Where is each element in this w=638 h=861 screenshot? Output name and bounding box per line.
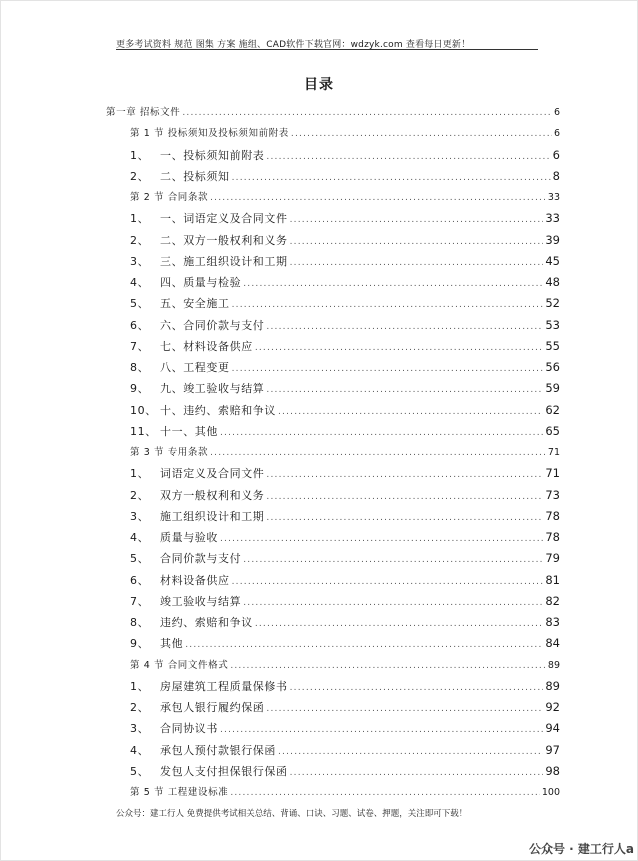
toc-page-number: 6 xyxy=(552,147,560,162)
toc-number: 10、 xyxy=(130,403,157,417)
toc-item[interactable] xyxy=(130,678,560,694)
toc-label xyxy=(130,232,288,248)
toc-page-number: 82 xyxy=(545,593,560,608)
toc-number: 3、 xyxy=(130,509,150,523)
toc-page-number: 83 xyxy=(545,615,560,629)
toc-item[interactable] xyxy=(130,253,560,269)
toc-number: 3、 xyxy=(130,254,150,268)
toc-page-number: 89 xyxy=(545,678,560,693)
watermark-text: 公众号 · 建工行人a xyxy=(528,842,634,856)
toc-number: 1、 xyxy=(130,467,150,481)
toc-item[interactable] xyxy=(130,338,560,354)
toc-label xyxy=(130,402,276,418)
toc-title: 一、投标须知前附表 xyxy=(160,148,265,162)
toc-title: 词语定义及合同文件 xyxy=(160,467,265,481)
toc-leader-dots xyxy=(220,534,543,544)
toc-label xyxy=(130,763,288,779)
toc-number: 6、 xyxy=(130,573,150,587)
toc-number: 4、 xyxy=(130,531,150,544)
toc-page-number: 39 xyxy=(545,232,560,247)
toc-item[interactable] xyxy=(130,274,560,290)
page-header: 更多考试资料 规范 图集 方案 施组、CAD软件下载官网：wdzyk.com 查看每日更新！ xyxy=(116,40,471,50)
toc-number: 9、 xyxy=(130,382,150,396)
toc-leader-dots xyxy=(255,619,544,629)
toc-label xyxy=(130,274,241,290)
toc-number: 5、 xyxy=(130,297,150,311)
toc-item[interactable] xyxy=(130,317,560,333)
toc-label xyxy=(130,529,218,545)
toc-leader-dots xyxy=(266,152,550,162)
toc-page-number: 78 xyxy=(545,530,560,544)
toc-page-number: 48 xyxy=(545,275,560,289)
toc-item[interactable] xyxy=(130,168,560,184)
toc-number: 2、 xyxy=(130,169,150,183)
toc-label xyxy=(130,742,276,758)
toc-title: 合同价款与支付 xyxy=(160,552,242,566)
toc-page-number: 71 xyxy=(547,447,560,458)
toc-number: 1、 xyxy=(130,679,150,693)
toc-item[interactable] xyxy=(130,635,560,651)
toc-leader-dots xyxy=(243,555,543,565)
toc-page-number: 6 xyxy=(553,107,560,118)
toc-page-number: 6 xyxy=(553,128,560,140)
toc-leader-dots xyxy=(232,577,544,587)
toc-label: 第 4 节 合同文件格式 xyxy=(130,659,229,671)
toc-number: 5、 xyxy=(130,552,150,566)
toc-number: 8、 xyxy=(130,616,150,629)
toc-section[interactable] xyxy=(130,657,560,673)
toc-label xyxy=(130,253,288,269)
toc-leader-dots xyxy=(266,385,543,395)
toc-title: 四、质量与检验 xyxy=(160,276,242,289)
toc-label xyxy=(130,635,183,651)
toc-item[interactable] xyxy=(130,380,560,396)
toc-number: 9、 xyxy=(130,637,150,651)
toc-item[interactable] xyxy=(130,359,560,375)
toc-page-number: 53 xyxy=(545,317,560,332)
toc-title: 十、违约、索赔和争议 xyxy=(160,403,276,417)
toc-label xyxy=(130,550,241,566)
toc-item[interactable] xyxy=(130,147,560,163)
toc-section[interactable] xyxy=(130,125,560,141)
toc-number: 7、 xyxy=(130,339,150,353)
toc-page-number: 55 xyxy=(545,338,560,353)
toc-leader-dots xyxy=(230,788,540,798)
toc-number: 3、 xyxy=(130,722,150,736)
toc-item[interactable] xyxy=(130,529,560,545)
page-title: 目录 xyxy=(304,77,334,93)
toc-leader-dots xyxy=(182,108,552,118)
toc-page-number: 65 xyxy=(545,423,560,438)
toc-title: 其他 xyxy=(160,637,184,651)
toc-item[interactable] xyxy=(130,508,560,524)
toc-leader-dots xyxy=(290,768,544,778)
toc-number: 2、 xyxy=(130,701,150,714)
toc-page-number: 78 xyxy=(545,508,560,523)
toc-label xyxy=(130,465,264,481)
toc-chapter[interactable] xyxy=(106,104,560,120)
toc-leader-dots xyxy=(290,215,544,225)
toc-section[interactable] xyxy=(130,784,560,800)
toc-label: 第 2 节 合同条款 xyxy=(130,192,209,203)
toc-label xyxy=(130,359,230,375)
toc-title: 二、双方一般权利和义务 xyxy=(160,233,288,247)
toc-number: 5、 xyxy=(130,764,150,778)
toc-page-number: 79 xyxy=(545,551,560,566)
toc-item[interactable] xyxy=(130,614,560,630)
toc-number: 2、 xyxy=(130,233,150,247)
toc-title: 质量与验收 xyxy=(160,531,218,544)
toc-page-number: 59 xyxy=(545,381,560,396)
toc-page-number: 89 xyxy=(547,659,560,671)
toc-leader-dots xyxy=(291,129,552,139)
toc-section[interactable] xyxy=(130,189,560,205)
toc-page-number: 71 xyxy=(545,466,560,481)
toc-leader-dots xyxy=(290,258,544,268)
toc-number: 6、 xyxy=(130,318,150,332)
toc-label xyxy=(130,572,230,588)
toc-page-number: 94 xyxy=(545,721,560,736)
toc-title: 二、投标须知 xyxy=(160,169,230,183)
toc-label xyxy=(130,380,264,396)
toc-leader-dots xyxy=(243,279,543,289)
toc-title: 发包人支付担保银行保函 xyxy=(160,764,288,778)
toc-item[interactable] xyxy=(130,402,560,418)
toc-number: 2、 xyxy=(130,488,150,502)
toc-title: 六、合同价款与支付 xyxy=(160,318,265,332)
toc-page-number: 73 xyxy=(545,487,560,502)
toc-title: 一、词语定义及合同文件 xyxy=(160,212,288,226)
toc-title: 承包人银行履约保函 xyxy=(160,701,265,714)
toc-leader-dots xyxy=(230,661,546,671)
toc-label xyxy=(130,338,253,354)
toc-label: 第 1 节 投标须知及投标须知前附表 xyxy=(130,128,289,140)
toc-page-number: 33 xyxy=(545,211,560,226)
watermark xyxy=(529,840,634,857)
toc-title: 七、材料设备供应 xyxy=(160,339,253,353)
toc-leader-dots xyxy=(243,598,543,608)
toc-page-number: 97 xyxy=(545,742,560,757)
toc-page-number: 8 xyxy=(552,168,560,183)
toc-title: 合同协议书 xyxy=(160,722,218,736)
toc-page-number: 100 xyxy=(541,787,560,798)
toc-page-number: 52 xyxy=(545,296,560,311)
toc-number: 7、 xyxy=(130,594,150,608)
page-footer: 公众号：建工行人 免费提供考试相关总结、背诵、口诀、习题、试卷、押题，关注即可下载！ xyxy=(116,809,468,819)
toc-number: 1、 xyxy=(130,148,150,162)
toc-item[interactable] xyxy=(130,720,560,736)
toc-item[interactable] xyxy=(130,699,560,715)
toc-leader-dots xyxy=(266,470,543,480)
toc-leader-dots xyxy=(266,322,543,332)
toc-item[interactable] xyxy=(130,550,560,566)
toc-label xyxy=(130,593,241,609)
toc-title: 房屋建筑工程质量保修书 xyxy=(160,679,288,693)
toc-leader-dots xyxy=(290,237,544,247)
toc-leader-dots xyxy=(220,428,543,438)
toc-label xyxy=(130,720,218,736)
toc-item[interactable] xyxy=(130,465,560,481)
toc-number: 8、 xyxy=(130,361,150,374)
toc-item[interactable] xyxy=(130,593,560,609)
toc-title: 承包人预付款银行保函 xyxy=(160,743,276,757)
toc-page-number: 62 xyxy=(545,402,560,417)
toc-label xyxy=(130,210,288,226)
toc-title: 材料设备供应 xyxy=(160,573,230,587)
toc-leader-dots xyxy=(266,513,543,523)
toc-leader-dots xyxy=(255,343,544,353)
toc-item[interactable] xyxy=(130,572,560,588)
toc-label: 第 5 节 工程建设标准 xyxy=(130,787,229,798)
toc-title: 施工组织设计和工期 xyxy=(160,509,265,523)
toc-label xyxy=(130,678,288,694)
toc-title: 八、工程变更 xyxy=(160,361,230,374)
toc-leader-dots xyxy=(210,448,546,458)
toc-leader-dots xyxy=(232,300,544,310)
toc-label xyxy=(130,423,218,439)
toc-label xyxy=(130,508,264,524)
toc-title: 五、安全施工 xyxy=(160,297,230,311)
toc-leader-dots xyxy=(210,193,546,203)
toc-item[interactable] xyxy=(130,742,560,758)
toc-title: 三、施工组织设计和工期 xyxy=(160,254,288,268)
toc-leader-dots xyxy=(290,683,544,693)
toc-item[interactable] xyxy=(130,210,560,226)
toc-leader-dots xyxy=(185,640,543,650)
toc-title: 竣工验收与结算 xyxy=(160,594,242,608)
toc-page-number: 98 xyxy=(545,763,560,778)
toc-item[interactable] xyxy=(130,295,560,311)
toc-label: 第一章 招标文件 xyxy=(106,107,181,118)
toc-label xyxy=(130,614,253,630)
toc-leader-dots xyxy=(220,725,543,735)
toc-title: 十一、其他 xyxy=(160,424,218,438)
toc-leader-dots xyxy=(232,173,551,183)
toc-page-number: 33 xyxy=(547,192,560,203)
toc-number: 11、 xyxy=(130,424,157,438)
toc-page-number: 56 xyxy=(545,360,560,374)
toc-leader-dots xyxy=(232,364,544,374)
toc-label xyxy=(130,317,264,333)
toc-title: 违约、索赔和争议 xyxy=(160,616,253,629)
toc-page-number: 84 xyxy=(545,636,560,651)
toc-item[interactable] xyxy=(130,487,560,503)
toc-item[interactable] xyxy=(130,763,560,779)
toc-page-number: 92 xyxy=(545,700,560,714)
toc-number: 1、 xyxy=(130,212,150,226)
toc-number: 4、 xyxy=(130,743,150,757)
toc-page-number: 81 xyxy=(545,572,560,587)
toc-item[interactable] xyxy=(130,423,560,439)
toc-label xyxy=(130,487,264,503)
toc-number: 4、 xyxy=(130,276,150,289)
toc-label xyxy=(130,147,264,163)
toc-label xyxy=(130,699,264,715)
toc-leader-dots xyxy=(278,747,543,757)
toc-leader-dots xyxy=(266,704,543,714)
toc-leader-dots xyxy=(266,492,543,502)
toc-label xyxy=(130,295,230,311)
toc-title: 双方一般权利和义务 xyxy=(160,488,265,502)
toc-leader-dots xyxy=(278,407,543,417)
toc-item[interactable] xyxy=(130,232,560,248)
toc-title: 九、竣工验收与结算 xyxy=(160,382,265,396)
toc-label xyxy=(130,168,230,184)
toc-label: 第 3 节 专用条款 xyxy=(130,447,209,458)
toc-page-number: 45 xyxy=(545,253,560,268)
toc-section[interactable] xyxy=(130,444,560,460)
